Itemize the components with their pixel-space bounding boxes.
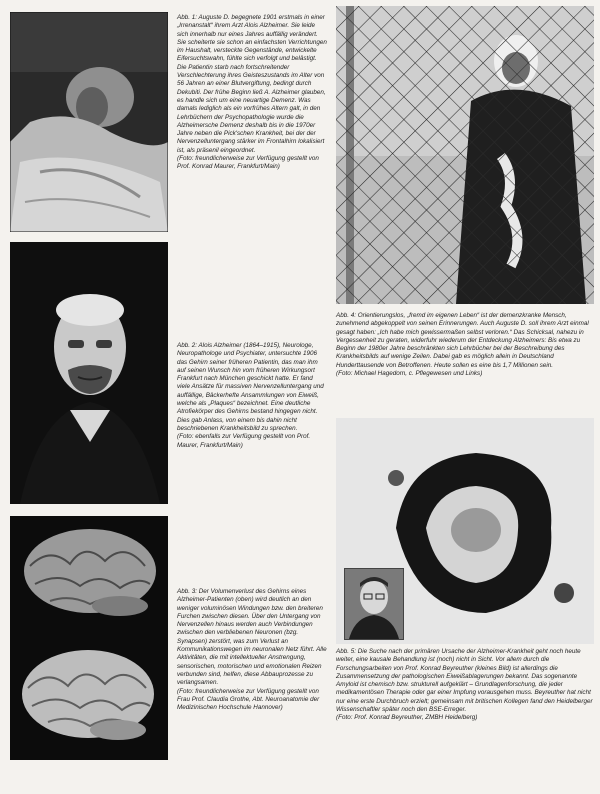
caption-abb4 xyxy=(336,312,594,378)
caption-abb3-credit: (Foto: freundlicherweise zur Verfügung gestellt von Frau Prof. Claudia Grothe, Abt. Neuroanatomie der Medizinischen Hochschule Hannover) xyxy=(177,687,320,712)
photo-two-brains xyxy=(10,516,168,760)
photo-auguste-d-bed xyxy=(10,12,168,232)
caption-abb5-text: Abb. 5: Die Suche nach der primären Ursache der Alzheimer-Krankheit geht noch heute weiter, eine kausale Behandlung ist (noch) nicht in Sicht. Vor allem durch die Forschungsarbeiten von Prof. Konrad Beyreuther (kleines Bild) ist allerdings die Zusammensetzung der pathologischen Eiweißablagerungen bekannt. Das sogenannte Amyloid ist chemisch bzw. strukturell aufgeklärt – Grundlagenforschung, die jeder medikamentösen Therapie oder gar einer Impfung vorausgehen muss. Beyreuther hat nicht nur eine erste Durchbruch erzielt; gemeinsam mit britischen Kollegen fand den Heidelberger Wissenschaftler später noch den BSE-Erreger. xyxy=(336,648,593,714)
photo-amyloid-micrograph xyxy=(336,418,594,644)
caption-abb4-credit: (Foto: Michael Hagedorn, c. Pflegewesen und Links) xyxy=(336,370,483,378)
caption-abb5-credit: (Foto: Prof. Konrad Beyreuther, ZMBH Heidelberg) xyxy=(336,714,478,722)
caption-abb1-text: Abb. 1: Auguste D. begegnete 1901 erstmals in einer „Irrenanstalt“ ihrem Arzt Alois Alzheimer. Sie leide sich innerhalb nur eines Jahres auffällig verändert. Sie scheiterte sie schon an einfachsten Verrichtungen im Haushalt, versteckte Gegenstände, entwickelte Eifersuchtswahn, fühlte sich verfolgt und belästigt. Die Patientin starb nach fortschreitender Verschlechterung ihres Geisteszustands im Alter von 56 Jahren an einer Blutvergiftung, bedingt durch Dekubiti. Der frühe Beginn ließ A. Alzheimer glauben, es handle sich um eine neuartige Demenz. Was damals lediglich als ein vorfrühes Altern galt, in den Lehrbüchern der Psychopathologie wurde die Alzheimersche Demenz deshalb bis in die 1970er Jahre neben die Pick'schen Krankheit, bei der der Nervenzelluntergang stärker im Frontalhirn lokalisiert ist, als präsenil eingeordnet. xyxy=(177,14,327,154)
caption-abb1-credit: (Foto: freundlicherweise zur Verfügung gestellt von Prof. Konrad Maurer, Frankfurt/Main) xyxy=(177,155,319,171)
photo-alois-alzheimer-portrait xyxy=(10,242,168,504)
caption-abb3 xyxy=(177,588,327,712)
caption-abb2-credit: (Foto: ebenfalls zur Verfügung gestellt von Prof. Maurer, Frankfurt/Main) xyxy=(177,433,311,449)
photo-woman-behind-fence xyxy=(336,6,594,304)
caption-abb3-text: Abb. 3: Der Volumenverlust des Gehirns eines Alzheimer-Patienten (oben) wird deutlich an den weniger voluminösen Windungen bzw. den breiteren Furchen zwischen diesen. Über den Untergang von Nervenzellen hinaus werden auch Verbindungen zwischen den verbliebenen Neuronen (bzg. Synapsen) zerstört, was zum Verlust an Kommunikationswegen im neuronalen Netz führt. Alle Aktivitäten, die mit intellektueller Anstrengung, sensorischen, motorischen und emotionalen Reizen verbunden sind, helfen, diese Abbauprozesse zu verlangsamen. xyxy=(177,588,327,687)
caption-abb5 xyxy=(336,648,594,723)
caption-abb1 xyxy=(177,14,327,172)
caption-abb2-text: Abb. 2: Alois Alzheimer (1864–1915), Neurologe, Neuropathologe und Psychiater, untersuchte 1906 das Gehirn seiner früheren Patientin, das man ihm auf seinen Wunsch hin vom früheren Wirkungsort Frankfurt nach München geschickt hatte. Er fand viele Ansätze für massiven Nervenzelluntergang und auffällige, Bäckerhefte Ansammlungen von Eiweiß, welche als „Plaques“ bezeichnet. Eine deutliche Atrofiekörper des Gehirns bestand hingegen nicht. Dies gab Anlass, von einem bis dahin nicht beschriebenen Krankheitsbild zu sprechen. xyxy=(177,342,324,432)
photo-beyreuther-inset xyxy=(344,568,404,640)
caption-abb4-text: Abb. 4: Orientierungslos, „fremd im eigenen Leben“ ist der demenzkranke Mensch, zunehmend abgekoppelt von seinen Erinnerungen. Auch Auguste D. soll ihrem Arzt einmal gesagt haben: „Ich habe mich gewissermaßen selbst verloren.“ Das Schicksal, nahezu in Vergessenheit zu geraten, widerfuhr wiederum der Entdeckung Alzheimers: Bis etwa zu Beginn der 1980er Jahre beschränkten sich Lehrbücher bei der Beschreibung des Krankheitsbilds auf wenige Zeilen. Dabei gab es möglich allein in Deutschland Hunderttausende von Betroffenen. Heute sollen es eine bis 1,7 Millionen sein. xyxy=(336,312,589,369)
caption-abb2 xyxy=(177,342,327,450)
